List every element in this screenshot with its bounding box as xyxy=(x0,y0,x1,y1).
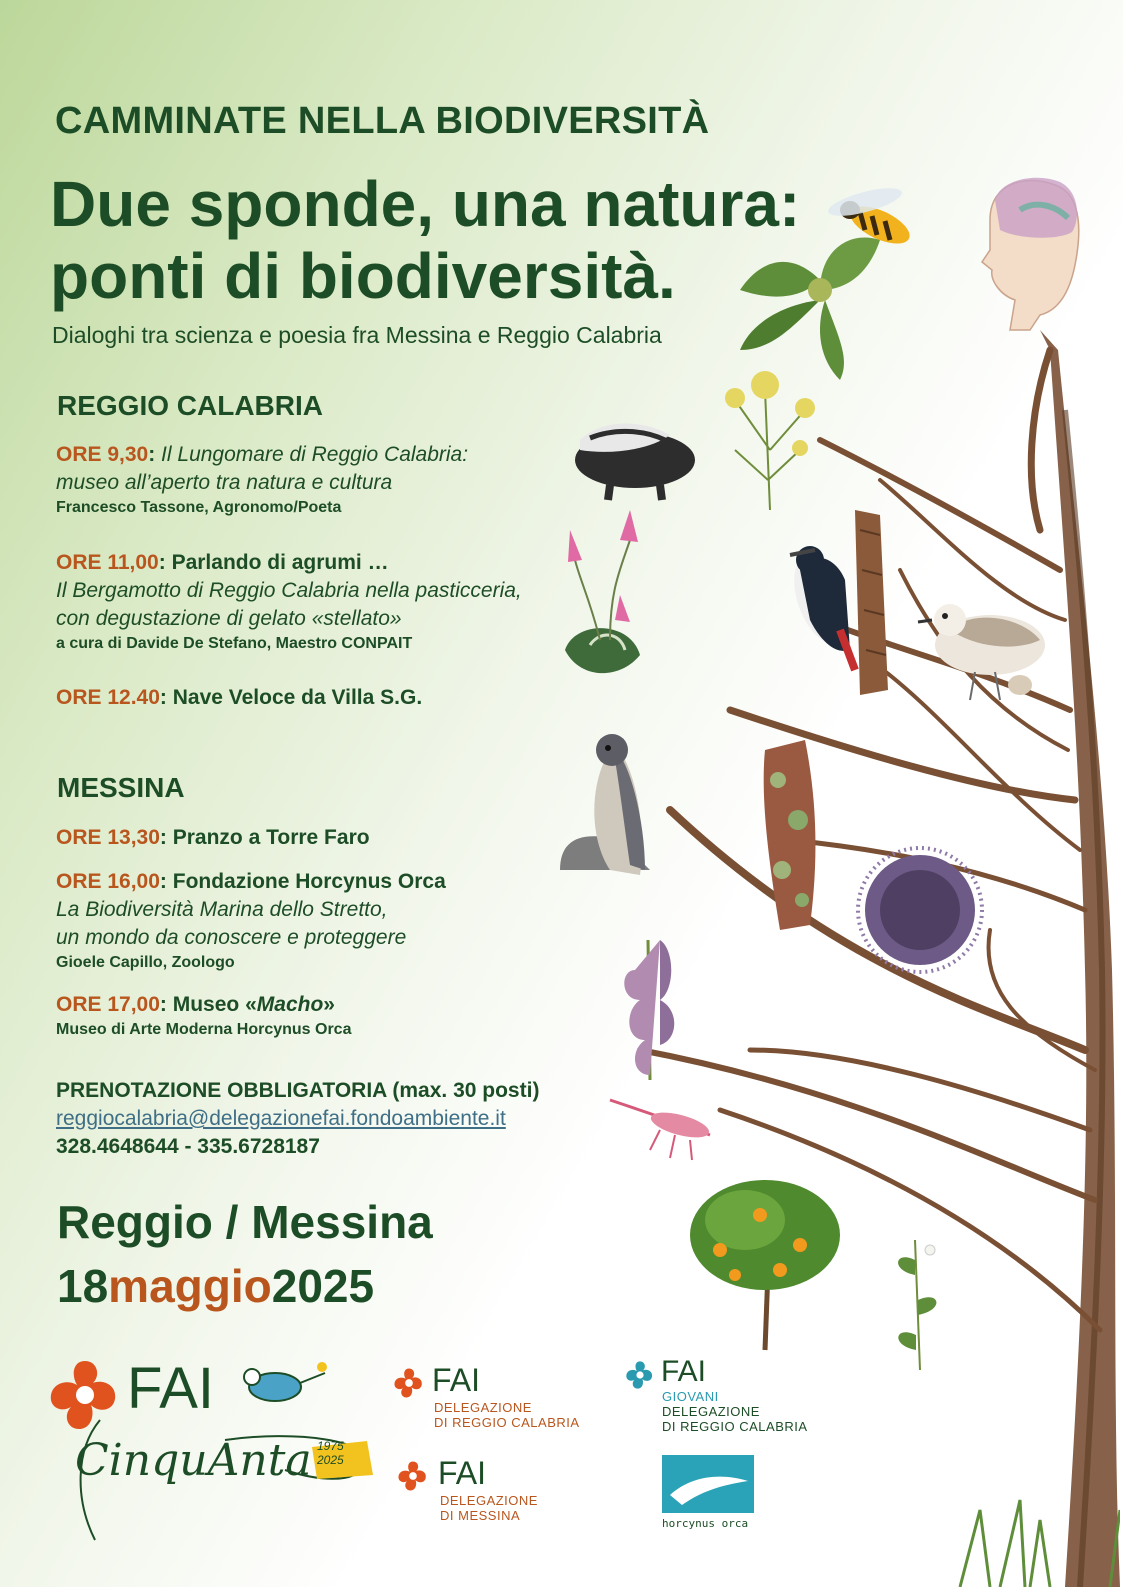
fai-messina-logo xyxy=(396,1455,596,1527)
event-title-italic: Macho xyxy=(256,993,324,1016)
fai-main-text: FAI xyxy=(127,1356,215,1421)
event-messina-1 xyxy=(56,824,370,852)
fai-giovani-text: FAI xyxy=(661,1355,707,1388)
event-sep: : xyxy=(158,551,166,574)
horcynus-text: horcynus orca xyxy=(662,1517,749,1530)
title-line-1: Due sponde, una natura: xyxy=(50,168,801,240)
event-title: Fondazione Horcynus Orca xyxy=(166,870,446,893)
acanthus-illustration xyxy=(624,940,674,1080)
anniv-year-start: 1975 xyxy=(317,1439,344,1453)
event-reggio-3 xyxy=(56,684,422,712)
event-sep: : xyxy=(159,826,167,849)
subtitle: Dialoghi tra scienza e poesia fra Messina e Reggio Calabria xyxy=(52,322,662,348)
event-time: ORE 16,00 xyxy=(56,870,160,893)
event-time: ORE 11,00 xyxy=(56,551,159,574)
fai-reggio-logo xyxy=(392,1362,592,1432)
booking-phones: 328.4648644 - 335.6728187 xyxy=(56,1135,320,1158)
event-sep: : xyxy=(159,686,167,709)
caption-line: DELEGAZIONE xyxy=(440,1493,538,1508)
falcon-illustration xyxy=(560,734,650,875)
event-time: ORE 9,30 xyxy=(56,443,149,466)
plankton-illustration xyxy=(610,1100,712,1160)
fai-messina-text: FAI xyxy=(438,1455,487,1491)
event-time: ORE 17,00 xyxy=(56,993,160,1016)
kicker-heading: CAMMINATE NELLA BIODIVERSITÀ xyxy=(55,100,710,142)
event-title-end: » xyxy=(323,993,335,1016)
lichen-bark-illustration xyxy=(764,740,816,930)
branch xyxy=(870,660,1080,850)
booking-email-link[interactable]: reggiocalabria@delegazionefai.fondoambiente.it xyxy=(56,1107,506,1130)
sea-urchin-illustration xyxy=(858,848,982,972)
bird-icon xyxy=(230,1355,330,1415)
fai-reggio-text: FAI xyxy=(432,1362,481,1398)
event-date xyxy=(57,1259,374,1313)
booking-label: PRENOTAZIONE OBBLIGATORIA (max. 30 posti) xyxy=(56,1079,540,1102)
fai-orange-mark-icon xyxy=(396,1459,430,1493)
fai-giovani-logo xyxy=(624,1355,824,1435)
event-speaker: Museo di Arte Moderna Horcynus Orca xyxy=(56,1021,352,1038)
event-sep: : xyxy=(159,870,167,893)
event-reggio-1 xyxy=(56,441,468,519)
event-title: Museo « xyxy=(166,993,257,1016)
event-speaker: a cura di Davide De Stefano, Maestro CONPAIT xyxy=(56,635,413,652)
booking-info xyxy=(56,1077,539,1161)
date-day: 18 xyxy=(57,1260,109,1312)
event-cities: Reggio / Messina xyxy=(57,1196,433,1248)
event-desc: La Biodiversità Marina dello Stretto, xyxy=(56,898,388,921)
caption-line: DI REGGIO CALABRIA xyxy=(662,1419,808,1434)
section-title-messina: MESSINA xyxy=(57,772,185,803)
orange-tree-illustration xyxy=(690,1180,840,1350)
anniv-year-end: 2025 xyxy=(317,1453,344,1467)
page-title xyxy=(50,168,800,312)
cyclamen-illustration xyxy=(565,510,640,673)
caption-line: GIOVANI xyxy=(662,1389,719,1404)
event-title: Il Lungomare di Reggio Calabria: xyxy=(155,443,469,466)
event-sep: : xyxy=(159,993,167,1016)
caption-line: DELEGAZIONE xyxy=(434,1400,532,1415)
event-title: Nave Veloce da Villa S.G. xyxy=(166,686,423,709)
caption-line: DI REGGIO CALABRIA xyxy=(434,1415,580,1430)
fai-teal-mark-icon xyxy=(624,1359,656,1391)
head-illustration xyxy=(982,178,1079,330)
event-time: ORE 12.40 xyxy=(56,686,160,709)
fennel-illustration xyxy=(725,371,815,510)
date-month: maggio xyxy=(108,1260,272,1312)
event-title: Pranzo a Torre Faro xyxy=(166,826,370,849)
fai-orange-mark-icon xyxy=(392,1366,426,1400)
orca-icon xyxy=(662,1455,754,1513)
title-line-2: ponti di biodiversità. xyxy=(50,240,676,312)
caption-line: DI MESSINA xyxy=(440,1508,521,1523)
branch xyxy=(820,440,1060,570)
event-desc: museo all’aperto tra natura e cultura xyxy=(56,471,393,494)
event-messina-3 xyxy=(56,991,351,1041)
fai-reggio-caption xyxy=(434,1400,580,1430)
anniversary-years xyxy=(317,1439,344,1467)
branch xyxy=(640,1050,1095,1200)
caption-line: DELEGAZIONE xyxy=(662,1404,760,1419)
event-title: Parlando di agrumi … xyxy=(165,551,389,574)
badger-illustration xyxy=(575,424,695,500)
event-speaker: Francesco Tassone, Agronomo/Poeta xyxy=(56,499,342,516)
fai-messina-caption xyxy=(440,1493,538,1523)
event-desc: con degustazione di gelato «stellato» xyxy=(56,607,402,630)
horcynus-orca-logo xyxy=(662,1455,762,1535)
event-reggio-2 xyxy=(56,549,522,655)
woodpecker-illustration xyxy=(784,510,888,695)
fai-cinquanta-logo xyxy=(45,1355,385,1555)
fai-giovani-caption xyxy=(662,1389,808,1434)
event-time: ORE 13,30 xyxy=(56,826,160,849)
event-sep: : xyxy=(148,443,156,466)
branch xyxy=(1031,350,1050,530)
event-desc: Il Bergamotto di Reggio Calabria nella pasticceria, xyxy=(56,579,522,602)
sprig-illustration xyxy=(898,1240,936,1370)
section-title-reggio: REGGIO CALABRIA xyxy=(57,390,323,421)
event-speaker: Gioele Capillo, Zoologo xyxy=(56,954,235,971)
tree-trunk xyxy=(1040,330,1120,1587)
date-year: 2025 xyxy=(271,1260,375,1312)
cinquanta-script-text: CinquAnta xyxy=(75,1435,312,1486)
event-desc: un mondo da conoscere e proteggere xyxy=(56,926,407,949)
event-messina-2 xyxy=(56,868,446,974)
